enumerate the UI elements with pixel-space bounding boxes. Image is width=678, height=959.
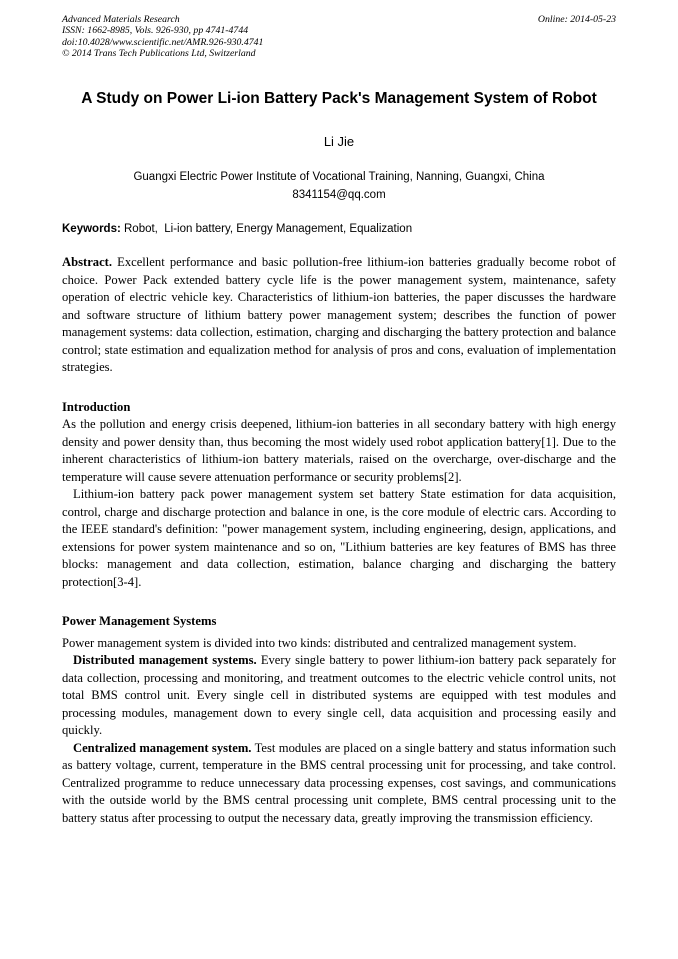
centralized-system-text: Test modules are placed on a single battery and status information such as battery voltage, current, temperature in the BMS central processing unit for processing, and take control. Centralized programme to reduce unnecessary data processing expenses, cost savings, and communications with the outside world by the BMS central processing unit complete, BMS central processing unit to the battery status after processing to output the necessary data, greatly improving the transmission efficiency. bbox=[62, 740, 616, 825]
introduction-paragraph-1: As the pollution and energy crisis deepened, lithium-ion batteries in all secondary battery with high energy density and power density than, thus becoming the most widely used robot application battery[1]. Due to the inherent characteristics of lithium-ion battery materials, raised on the overcharge, over-discharge and the temperature will cause severe attenuation performance or security problems[2]. bbox=[62, 417, 616, 484]
online-date: Online: 2014-05-23 bbox=[537, 14, 616, 25]
keywords-list: Robot, Li-ion battery, Energy Management, Equalization bbox=[124, 223, 413, 236]
section-heading-power-management-systems: Power Management Systems bbox=[62, 614, 217, 629]
journal-name: Advanced Materials Research bbox=[62, 14, 180, 25]
doi-line: doi:10.4028/www.scientific.net/AMR.926-930.4741 bbox=[62, 36, 264, 48]
centralized-system-lead: Centralized management system. bbox=[73, 740, 252, 755]
author-name: Li Jie bbox=[323, 134, 355, 150]
section-heading-introduction: Introduction bbox=[62, 399, 131, 414]
pms-paragraph-distributed bbox=[62, 652, 616, 740]
distributed-systems-text: Every single battery to power lithium-ion battery pack separately for data collection, processing and monitoring, and treatment outcomes to the electric vehicle control units, not total BMS control unit. Every single cell in distributed systems are equipped with test modules and processing modules, management down to every single cell, data acquisition and processing easily and quickly. bbox=[62, 653, 616, 738]
abstract-paragraph bbox=[62, 254, 616, 377]
pms-paragraph-1: Power management system is divided into two kinds: distributed and centralized management system. bbox=[62, 635, 577, 650]
pms-paragraph-centralized bbox=[62, 740, 616, 828]
abstract-label: Abstract. bbox=[62, 255, 113, 270]
introduction-paragraph-2: Lithium-ion battery pack power management system set battery State estimation for data acquisition, control, charge and discharge protection and balance in one, is the core module of electric cars. According to the IEEE standard's definition: "power management system, including engineering, design, applications, and extensions for power system maintenance and so on, "Lithium batteries are key features of BMS has three blocks: management and data collection, estimation, balance charging and discharging the battery protection[3-4]. bbox=[62, 487, 616, 589]
author-affiliation: Guangxi Electric Power Institute of Vocational Training, Nanning, Guangxi, China bbox=[133, 171, 545, 184]
paper-title: A Study on Power Li-ion Battery Pack's Management System of Robot bbox=[81, 90, 597, 108]
keywords-line bbox=[62, 222, 616, 237]
keywords-label: Keywords: bbox=[62, 223, 121, 236]
publication-info-block bbox=[62, 14, 263, 59]
page-header bbox=[62, 14, 616, 59]
issn-volume-line: ISSN: 1662-8985, Vols. 926-930, pp 4741-4744 bbox=[62, 25, 249, 37]
author-email: 8341154@qq.com bbox=[292, 189, 386, 202]
abstract-text: Excellent performance and basic pollution-free lithium-ion batteries gradually become robot of choice. Power Pack extended battery cycle life is the power management system, maintenance, safety operation of electric vehicle key. Characteristics of lithium-ion batteries, the paper discusses the hardware and software structure of lithium battery power management system; describes the function of power management systems: data collection, estimation, charging and discharging the battery protection and balance control; state estimation and equalization method for analysis of pros and cons, evaluation of implementation strategies. bbox=[62, 255, 616, 375]
copyright-line: © 2014 Trans Tech Publications Ltd, Switzerland bbox=[62, 47, 256, 59]
distributed-systems-lead: Distributed management systems. bbox=[73, 653, 257, 668]
